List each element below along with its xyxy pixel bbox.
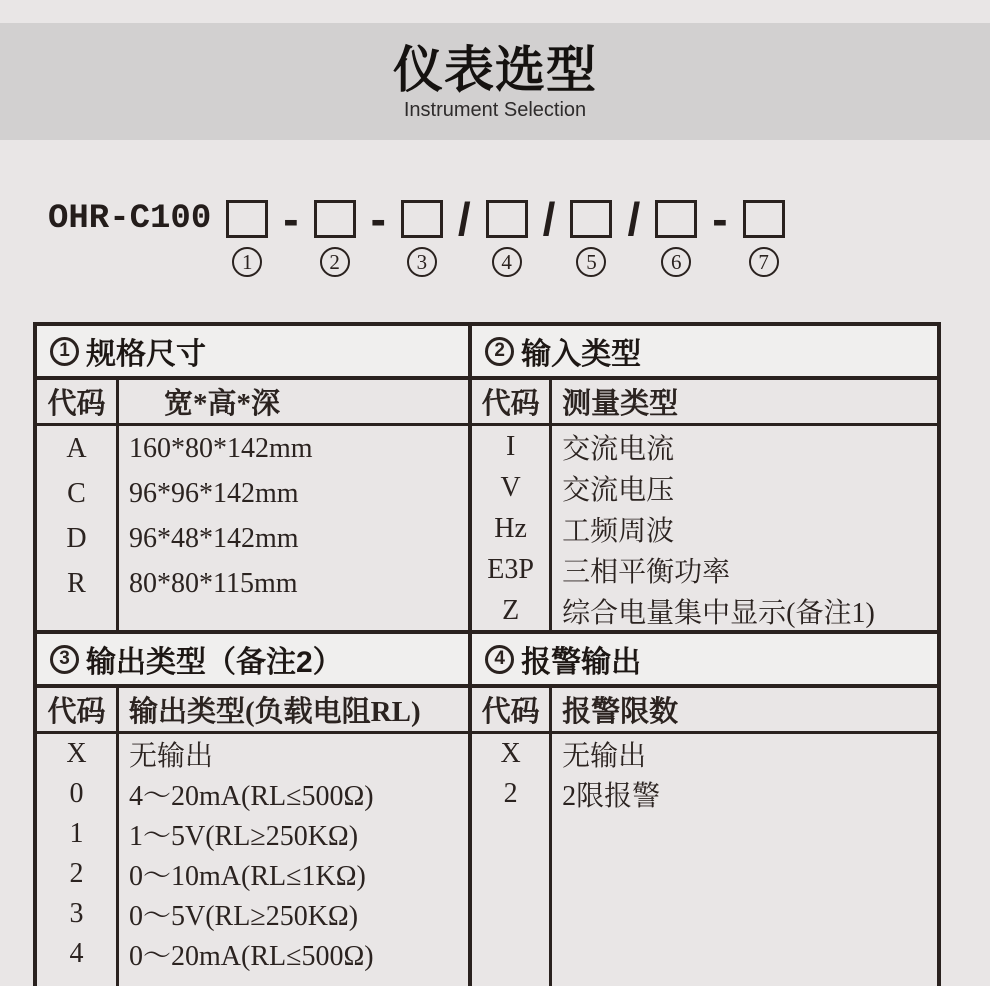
value-cell: 交流电流 <box>562 433 675 465</box>
filler-cell <box>37 606 119 630</box>
filler-cell <box>119 606 468 630</box>
code-cell: X <box>37 734 119 774</box>
page-subtitle: Instrument Selection <box>403 98 587 121</box>
model-position-4 <box>486 200 528 277</box>
value-cell: 三相平衡功率 <box>562 556 731 588</box>
value-cell: 1～5V(RL≥250KΩ) <box>129 821 359 852</box>
code-cell: E3P <box>472 549 552 590</box>
top-strip <box>0 0 990 23</box>
table-alarm-output <box>472 630 937 986</box>
code-cell: 1 <box>37 814 119 854</box>
model-code-row <box>48 193 990 277</box>
value-cell: 无输出 <box>129 741 214 772</box>
position-number-circle: 1 <box>232 247 262 277</box>
table-output-type <box>37 630 472 986</box>
code-cell: A <box>37 426 119 471</box>
position-number-circle: 2 <box>320 247 350 277</box>
table-input-type <box>472 326 937 630</box>
value-cell: 综合电量集中显示(备注1) <box>562 597 875 629</box>
model-position-6 <box>655 200 697 277</box>
model-prefix: OHR-C100 <box>48 200 212 238</box>
model-code-box <box>314 200 356 238</box>
dash-separator: - <box>283 193 299 245</box>
circled-number: 2 <box>485 337 514 366</box>
value-cell: 4～20mA(RL≤500Ω) <box>129 781 374 812</box>
code-column-header: 代码 <box>37 380 119 426</box>
section-title <box>472 326 937 380</box>
section-title <box>472 634 937 688</box>
slash-separator: / <box>542 193 556 245</box>
filler-cell <box>37 974 119 986</box>
slash-separator: / <box>457 193 471 245</box>
value-column-header: 测量类型 <box>552 380 937 426</box>
dash-separator: - <box>370 193 386 245</box>
dash-separator: - <box>712 193 728 245</box>
page-title: 仪表选型 <box>393 41 597 98</box>
position-number-circle: 3 <box>407 247 437 277</box>
value-cell: 0～10mA(RL≤1KΩ) <box>129 861 366 892</box>
code-cell: R <box>37 561 119 606</box>
model-code-box <box>226 200 268 238</box>
model-position-1 <box>226 200 268 277</box>
model-position-3 <box>401 200 443 277</box>
value-column-header: 输出类型(负载电阻RL) <box>119 688 468 734</box>
code-cell: 0 <box>37 774 119 814</box>
code-cell: D <box>37 516 119 561</box>
selection-tables <box>33 322 941 986</box>
model-position-5 <box>570 200 612 277</box>
code-cell: Hz <box>472 508 552 549</box>
value-column-header: 宽*高*深 <box>119 380 468 426</box>
section-title-label: 输入类型 <box>521 338 642 371</box>
section-title-label: 规格尺寸 <box>86 338 206 371</box>
position-number-circle: 7 <box>749 247 779 277</box>
value-cell: 160*80*142mm <box>129 432 313 464</box>
value-cell: 工频周波 <box>562 515 675 547</box>
value-cell: 96*48*142mm <box>129 522 299 554</box>
position-number-circle: 4 <box>492 247 522 277</box>
code-cell: V <box>472 467 552 508</box>
filler-cell <box>472 814 552 986</box>
section-title <box>37 634 468 688</box>
code-cell: X <box>472 734 552 774</box>
value-cell: 0～5V(RL≥250KΩ) <box>129 901 359 932</box>
section-title <box>37 326 468 380</box>
code-column-header: 代码 <box>472 380 552 426</box>
code-column-header: 代码 <box>472 688 552 734</box>
model-code-box <box>743 200 785 238</box>
code-column-header: 代码 <box>37 688 119 734</box>
section-title-label: 输出类型（备注2） <box>86 646 343 679</box>
value-cell: 2限报警 <box>562 781 661 812</box>
filler-cell <box>119 974 468 986</box>
code-cell: C <box>37 471 119 516</box>
code-cell: 4 <box>37 934 119 974</box>
table-spec-size <box>37 326 472 630</box>
position-number-circle: 5 <box>576 247 606 277</box>
header-band <box>0 23 990 140</box>
code-cell: 2 <box>37 854 119 894</box>
code-cell: 2 <box>472 774 552 814</box>
circled-number: 3 <box>50 645 79 674</box>
filler-cell <box>552 814 937 986</box>
model-code-box <box>486 200 528 238</box>
model-code-box <box>570 200 612 238</box>
value-column-header: 报警限数 <box>552 688 937 734</box>
model-code-box <box>655 200 697 238</box>
value-cell: 交流电压 <box>562 474 675 506</box>
value-cell: 无输出 <box>562 741 647 772</box>
value-cell: 96*96*142mm <box>129 477 299 509</box>
section-title-label: 报警输出 <box>521 646 642 679</box>
code-cell: I <box>472 426 552 467</box>
value-cell: 80*80*115mm <box>129 567 298 599</box>
circled-number: 4 <box>485 645 514 674</box>
slash-separator: / <box>627 193 641 245</box>
circled-number: 1 <box>50 337 79 366</box>
model-code-box <box>401 200 443 238</box>
model-position-7 <box>743 200 785 277</box>
position-number-circle: 6 <box>661 247 691 277</box>
code-cell: Z <box>472 590 552 630</box>
code-cell: 3 <box>37 894 119 934</box>
value-cell: 0～20mA(RL≤500Ω) <box>129 941 374 972</box>
model-position-2 <box>314 200 356 277</box>
